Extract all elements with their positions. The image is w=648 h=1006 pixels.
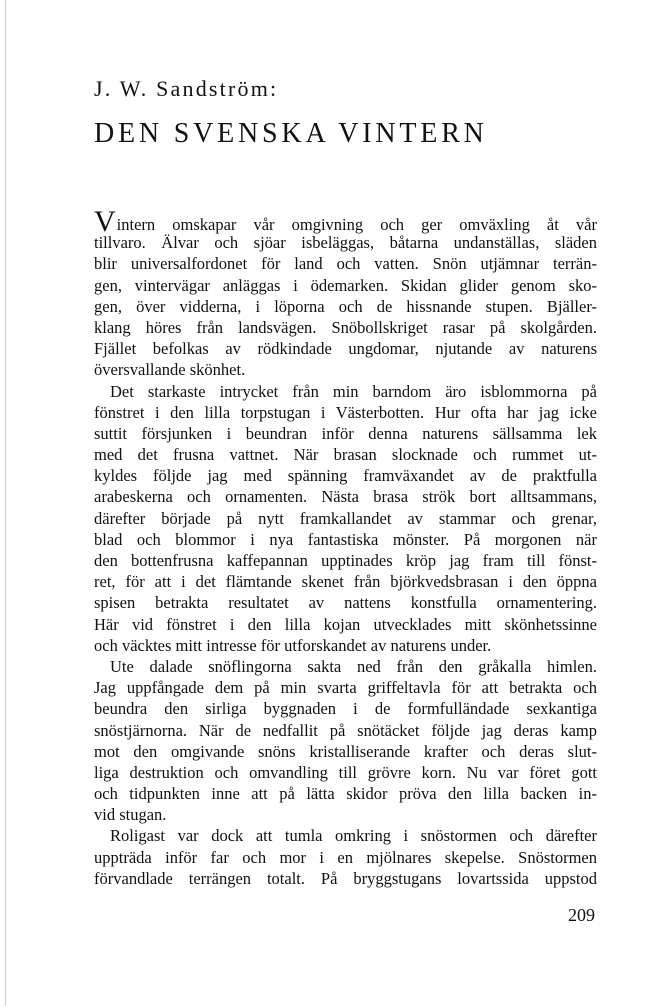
text-line bbox=[94, 359, 597, 380]
author-heading: J. W. Sandström: bbox=[94, 76, 279, 101]
text-line bbox=[94, 571, 597, 592]
text-line bbox=[94, 592, 597, 613]
text-line-content: den bottenfrusna kaffepannan upptinades kröp jag fram till fönst- bbox=[94, 551, 597, 570]
text-line-content: mot den omgivande snöns kristalliserande krafter och deras slut- bbox=[94, 741, 597, 761]
text-line-content: därefter började på nytt framkallandet av stammar och grenar, bbox=[94, 508, 597, 528]
text-line bbox=[94, 381, 597, 402]
text-line bbox=[94, 275, 597, 296]
text-line bbox=[94, 205, 597, 238]
text-line bbox=[94, 741, 597, 762]
text-line-content: Roligast var dock att tumla omkring i snöstormen och därefter bbox=[110, 826, 597, 846]
text-line-content: snöstjärnorna. När de nedfallit på snötäcket följde jag deras kamp bbox=[94, 720, 597, 740]
text-line-content: översvallande skönhet. bbox=[94, 360, 246, 380]
text-line bbox=[94, 762, 597, 783]
text-line bbox=[94, 825, 597, 846]
text-line bbox=[94, 402, 597, 423]
text-line-content: tillvaro. Älvar och sjöar isbeläggas, båtarna undanställas, släden bbox=[94, 233, 597, 253]
text-line-content: intern omskapar vår omgivning och ger omväxling åt vår bbox=[116, 215, 597, 234]
text-line-content: och väcktes mitt intresse för utforskandet av naturens under. bbox=[94, 635, 492, 655]
text-line bbox=[94, 804, 597, 825]
text-line-content: fönstret i den lilla torpstugan i Västerbotten. Hur ofta har jag icke bbox=[94, 402, 597, 422]
text-line-content: klang höres från landsvägen. Snöbollskriget rasar på skolgården. bbox=[94, 317, 597, 337]
text-line bbox=[94, 317, 597, 338]
chapter-title: DEN SVENSKA VINTERN bbox=[94, 118, 488, 149]
text-line bbox=[94, 486, 597, 507]
page-edge-line bbox=[5, 0, 6, 1006]
text-line bbox=[94, 635, 597, 656]
text-line bbox=[94, 656, 597, 677]
text-line bbox=[94, 253, 597, 274]
page-number: 209 bbox=[568, 905, 595, 925]
text-line bbox=[94, 550, 597, 571]
text-line-content: suttit försjunken i beundran inför denna naturens sällsamma lek bbox=[94, 423, 597, 443]
text-line-content: med det frusna vattnet. När brasan slocknade och rummet ut- bbox=[94, 445, 597, 465]
text-line-content: förvandlade terrängen totalt. På bryggstugans lovartssida uppstod bbox=[94, 868, 597, 888]
drop-cap: V bbox=[94, 205, 116, 238]
text-line-content: kyldes följde jag med spänning framväxandet av de praktfulla bbox=[94, 466, 597, 486]
text-line-content: arabeskerna och ornamenten. Nästa brasa strök bort alltsammans, bbox=[94, 487, 597, 507]
text-line-content: liga destruktion och omvandling till grövre korn. Nu var föret gott bbox=[94, 762, 597, 782]
text-line-content: och tidpunkten inne att på lätta skidor pröva den lilla backen in- bbox=[94, 784, 597, 804]
text-line-content: Jag uppfångade dem på min svarta griffeltavla för att betrakta och bbox=[94, 678, 597, 698]
text-line bbox=[94, 614, 597, 635]
text-line bbox=[94, 783, 597, 804]
text-line-content: gen, vintervägar anläggas i ödemarken. Skidan glider genom sko- bbox=[94, 275, 597, 295]
text-line-content: Det starkaste intrycket från min barndom äro isblommorna på bbox=[110, 381, 597, 401]
text-line-content: Ute dalade snöflingorna sakta ned från den gråkalla himlen. bbox=[110, 656, 597, 676]
text-line-content: uppträda inför far och mor i en mjölnares skepelse. Snöstormen bbox=[94, 847, 597, 867]
text-line bbox=[94, 868, 597, 889]
text-line bbox=[94, 529, 597, 550]
text-line-content: blir universalfordonet för land och vatten. Snön utjämnar terrän- bbox=[94, 254, 597, 274]
text-line bbox=[94, 465, 597, 486]
text-line bbox=[94, 423, 597, 444]
text-line-content: gen, över vidderna, i löporna och de hissnande stupen. Bjäller- bbox=[94, 296, 597, 316]
text-line-content: Fjället befolkas av rödkindade ungdomar, njutande av naturens bbox=[94, 339, 597, 359]
text-line-content: vid stugan. bbox=[94, 805, 167, 825]
text-line-content: blad och blommor i nya fantastiska mönster. På morgonen när bbox=[94, 529, 597, 549]
text-line bbox=[94, 698, 597, 719]
text-line bbox=[94, 720, 597, 741]
text-line bbox=[94, 677, 597, 698]
text-line bbox=[94, 338, 597, 359]
text-line bbox=[94, 444, 597, 465]
text-line bbox=[94, 508, 597, 529]
text-line-content: Här vid fönstret i den lilla kojan utvecklades mitt skönhetssinne bbox=[94, 614, 597, 634]
text-line-content: beundra den sirliga byggnaden i de formfulländade sexkantiga bbox=[94, 699, 597, 719]
text-line-content: ret, för att i det flämtande skenet från björkvedsbrasan i den öppna bbox=[94, 572, 597, 592]
text-line-content: spisen betrakta resultatet av nattens konstfulla ornamentering. bbox=[94, 593, 597, 613]
body-text bbox=[94, 205, 597, 889]
text-line bbox=[94, 296, 597, 317]
text-line bbox=[94, 847, 597, 868]
text-line bbox=[94, 232, 597, 253]
